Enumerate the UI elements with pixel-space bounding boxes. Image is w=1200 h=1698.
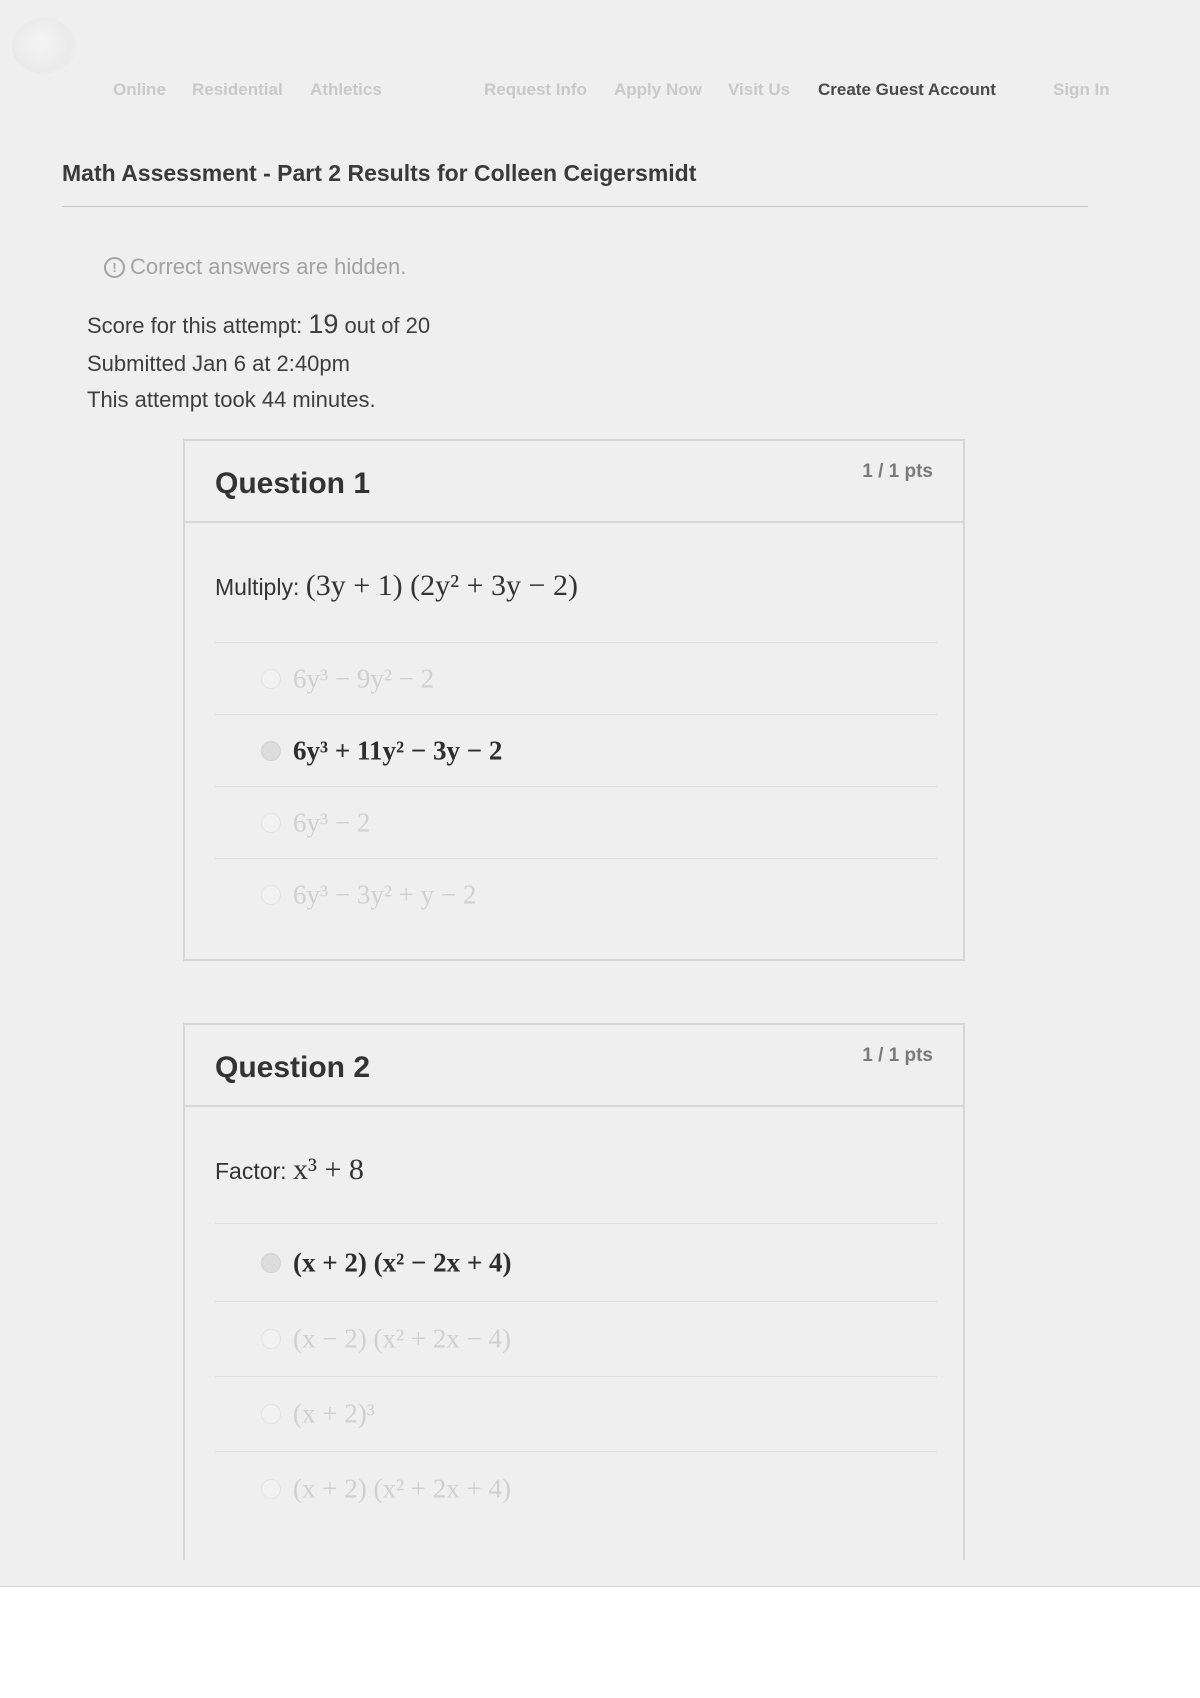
score-label: Score for this attempt:	[87, 313, 303, 338]
hidden-answers-notice	[104, 254, 406, 280]
answer-option[interactable]	[215, 858, 937, 930]
notice-text: Correct answers are hidden.	[130, 254, 407, 279]
nav-visit-us-link[interactable]: Visit Us	[728, 80, 791, 99]
answer-text: 6y³ − 3y² + y − 2	[293, 879, 477, 909]
answer-text: (x + 2) (x² − 2x + 4)	[293, 1247, 512, 1277]
school-logo	[12, 18, 76, 74]
nav-request-info-link[interactable]: Request Info	[484, 80, 587, 99]
answer-text: (x − 2) (x² + 2x − 4)	[293, 1323, 511, 1354]
question-title: Question 1	[215, 467, 371, 500]
answer-text: 6y³ − 2	[293, 807, 371, 837]
duration-line: This attempt took 44 minutes.	[87, 387, 376, 412]
nav-residential-link[interactable]: Residential	[192, 80, 283, 99]
question-card-2	[183, 1023, 965, 1560]
radio-button[interactable]	[261, 1404, 281, 1424]
question-prompt	[215, 1153, 364, 1187]
answer-option-selected[interactable]	[215, 1223, 937, 1301]
info-icon: !	[104, 257, 125, 278]
prompt-label: Factor:	[215, 1158, 287, 1184]
score-value: 19	[308, 309, 339, 339]
radio-button[interactable]	[261, 813, 281, 833]
answer-option[interactable]	[215, 1451, 937, 1526]
answer-option-selected[interactable]	[215, 714, 937, 786]
submitted-line: Submitted Jan 6 at 2:40pm	[87, 351, 350, 376]
nav-sign-in-link[interactable]: Sign In	[1053, 80, 1110, 99]
question-prompt	[215, 569, 578, 603]
score-line	[87, 309, 430, 340]
title-divider	[62, 206, 1088, 207]
answer-option[interactable]	[215, 1376, 937, 1451]
nav-create-guest-account-link[interactable]: Create Guest Account	[818, 80, 996, 99]
nav-athletics-link[interactable]: Athletics	[310, 80, 382, 99]
nav-online-link[interactable]: Online	[113, 80, 166, 99]
prompt-label: Multiply:	[215, 574, 300, 600]
answer-text: (x + 2) (x² + 2x + 4)	[293, 1473, 511, 1504]
radio-button-selected[interactable]	[261, 1253, 281, 1273]
question-card-1	[183, 439, 965, 961]
answer-text: (x + 2)³	[293, 1398, 375, 1429]
radio-button[interactable]	[261, 669, 281, 689]
question-points: 1 / 1 pts	[862, 1045, 933, 1066]
answer-option[interactable]	[215, 642, 937, 714]
radio-button[interactable]	[261, 1479, 281, 1499]
radio-button[interactable]	[261, 885, 281, 905]
prompt-math: (3y + 1) (2y² + 3y − 2)	[305, 569, 578, 602]
nav-apply-now-link[interactable]: Apply Now	[614, 80, 702, 99]
radio-button[interactable]	[261, 1329, 281, 1349]
question-header	[185, 441, 963, 523]
answer-option[interactable]	[215, 1301, 937, 1376]
prompt-math: x³ + 8	[292, 1153, 364, 1186]
answer-text: 6y³ + 11y² − 3y − 2	[293, 735, 503, 765]
question-points: 1 / 1 pts	[862, 461, 933, 482]
question-header	[185, 1025, 963, 1107]
radio-button-selected[interactable]	[261, 741, 281, 761]
answer-text: 6y³ − 9y² − 2	[293, 663, 435, 693]
answer-list	[215, 642, 937, 930]
answer-option[interactable]	[215, 786, 937, 858]
question-title: Question 2	[215, 1051, 371, 1084]
page-title: Math Assessment - Part 2 Results for Colleen Ceigersmidt	[62, 160, 697, 186]
top-nav	[0, 80, 1200, 104]
answer-list	[215, 1223, 937, 1526]
score-suffix: out of 20	[344, 313, 431, 338]
